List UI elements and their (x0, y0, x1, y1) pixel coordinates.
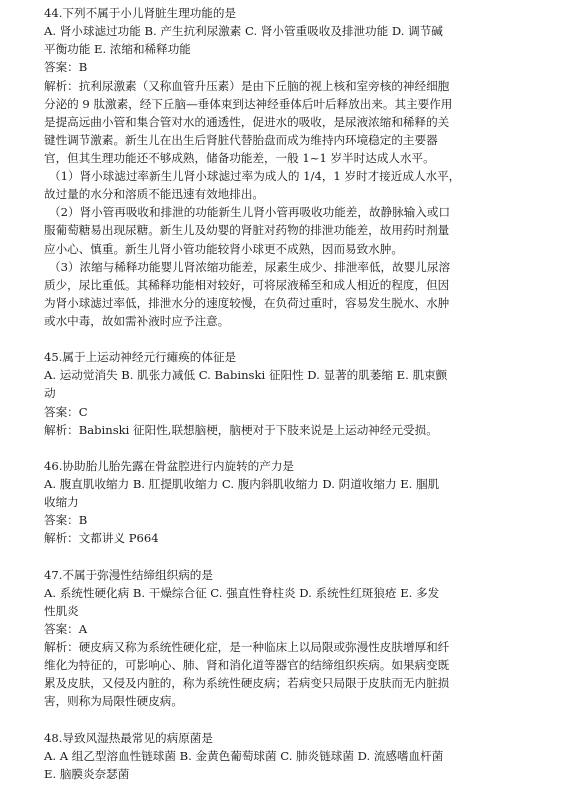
question-44-options: 平衡功能 E. 浓缩和稀释功能 (44, 42, 191, 57)
question-44-explanation: 质少，尿比重低。其稀释功能相对较好，可将尿液稀至和成人相近的程度，但因 (44, 277, 450, 292)
question-48-options: E. 脑膜炎奈瑟菌 (44, 766, 130, 781)
question-44-explanation: 键性调节激素。新生儿在出生后肾脏代替胎盘而成为维持内环境稳定的主要器 (44, 132, 438, 147)
question-44-explanation: （3）浓缩与稀释功能婴儿肾浓缩功能差，尿素生成少、排泄率低，故婴儿尿溶 (49, 259, 451, 274)
question-45-options: A. 运动觉消失 B. 肌张力减低 C. Babinski 征阳性 D. 显著的肌萎缩 E. 肌束颤 (44, 368, 448, 383)
question-44-explanation: 是提高远曲小管和集合管对水的通透性，促进水的吸收，是尿液浓缩和稀释的关 (44, 114, 450, 129)
question-47-explanation: 维化为特征的，可影响心、肺、肾和消化道等器官的结缔组织疾病。如果病变既 (44, 658, 450, 673)
question-44-explanation: 应小心、慎重。新生儿肾小管功能较肾小球更不成熟，因而易致水肿。 (44, 241, 403, 256)
question-47-options: 性肌炎 (44, 603, 79, 618)
question-46-options: A. 腹直肌收缩力 B. 肛提肌收缩力 C. 腹内斜肌收缩力 D. 阴道收缩力 E. 腘肌 (44, 477, 440, 491)
question-47-title: 47.不属于弥漫性结缔组织病的是 (44, 567, 213, 582)
question-46-title: 46.协助胎儿胎先露在骨盆腔进行内旋转的产力是 (44, 458, 294, 473)
question-44-explanation: （2）肾小管再吸收和排泄的功能新生儿肾小管再吸收功能差，故静脉输入或口 (49, 205, 451, 220)
question-44-explanation: 官，但其生理功能还不够成熟，储备功能差，一般 1~1 岁半时达成人水平。 (44, 150, 435, 165)
question-44-explanation: 或水中毒，故如需补液时应予注意。 (44, 314, 230, 328)
question-44-explanation: 为肾小球滤过率低，排泄水分的速度较慢，在负荷过重时，容易发生脱水、水肿 (44, 295, 450, 310)
question-46-explanation: 解析：文都讲义 P664 (44, 531, 159, 546)
question-46-answer: 答案：B (44, 513, 88, 528)
question-48-options: A. A 组乙型溶血性链球菌 B. 金黄色葡萄球菌 C. 肺炎链球菌 D. 流感嗜血杆菌 (44, 748, 444, 763)
question-44-options: A. 肾小球滤过功能 B. 产生抗利尿激素 C. 肾小管重吸收及排泄功能 D. 调节碱 (44, 24, 443, 39)
question-44-explanation: 故过量的水分和溶质不能迅速有效地排出。 (44, 187, 264, 202)
question-45-options: 动 (44, 386, 56, 401)
question-47-explanation: 害，则称为局限性硬皮病。 (44, 694, 183, 709)
question-44-explanation: 分泌的 9 肽激素，经下丘脑—垂体束到达神经垂体后叶后释放出来。其主要作用 (44, 96, 453, 111)
question-47-explanation: 累及皮肤，又侵及内脏的，称为系统性硬皮病；若病变只局限于皮肤而无内脏损 (44, 676, 450, 691)
question-44-explanation: 服葡萄糖易出现尿糖。新生儿及幼婴的肾脏对药物的排泄功能差，故用药时剂量 (44, 223, 450, 238)
question-45-answer: 答案：C (44, 404, 88, 419)
question-44-answer: 答案：B (44, 60, 88, 75)
question-47-explanation: 解析：硬皮病又称为系统性硬化症，是一种临床上以局限或弥漫性皮肤增厚和纤 (44, 640, 450, 655)
question-44-explanation: 解析：抗利尿激素（又称血管升压素）是由下丘脑的视上核和室旁核的神经细胞 (44, 78, 450, 93)
question-47-answer: 答案：A (44, 622, 88, 636)
question-45-title: 45.属于上运动神经元行瘫痪的体征是 (44, 350, 237, 365)
question-48-title: 48.导致风湿热最常见的病原菌是 (44, 730, 213, 745)
question-46-options: 收缩力 (44, 495, 79, 510)
question-45-explanation: 解析：Babinski 征阳性,联想脑梗，脑梗对于下肢来说是上运动神经元受损。 (44, 422, 438, 437)
question-44-explanation: （1）肾小球滤过率新生儿肾小球滤过率为成人的 1/4，1 岁时才接近成人水平， (49, 169, 461, 183)
question-47-options: A. 系统性硬化病 B. 干燥综合征 C. 强直性脊柱炎 D. 系统性红斑狼疮 E. 多发 (44, 585, 440, 600)
question-44-title: 44.下列不属于小儿肾脏生理功能的是 (44, 6, 237, 20)
